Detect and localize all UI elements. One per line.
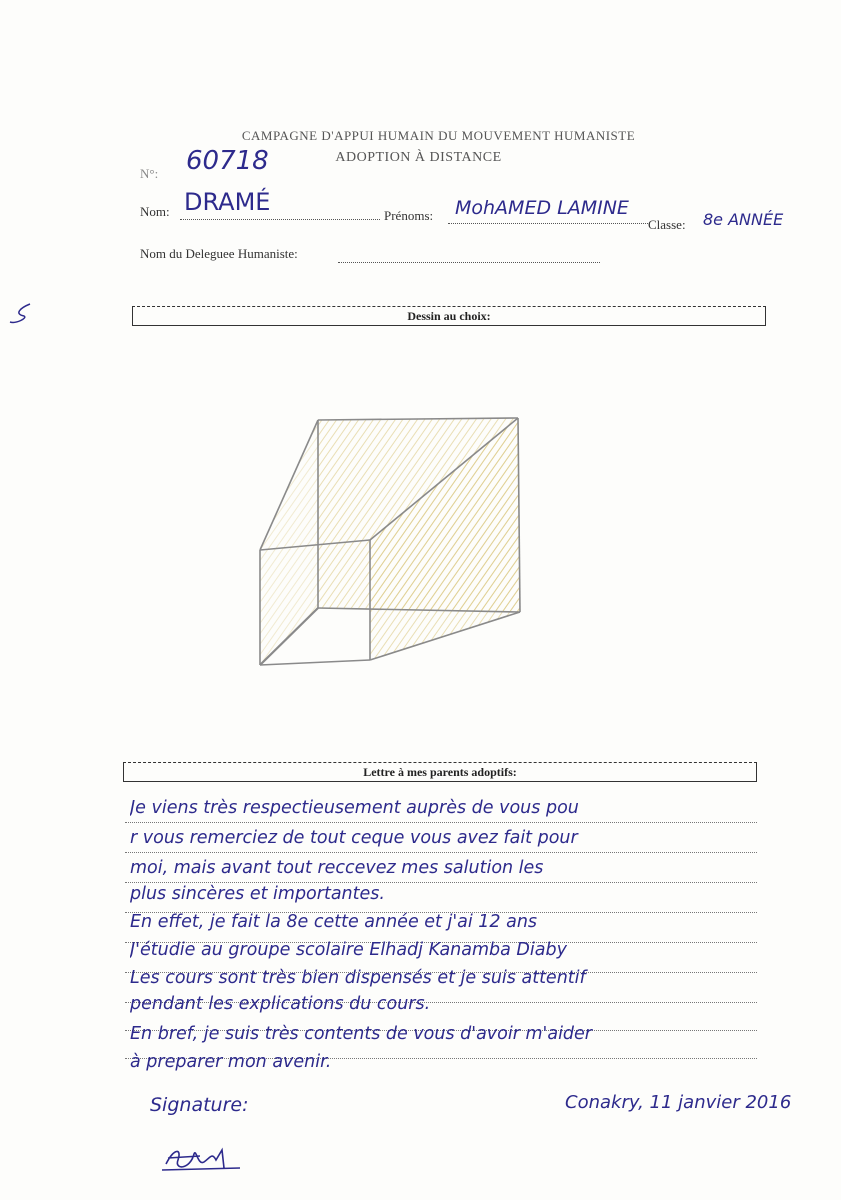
letter-line-9: En bref, je suis très contents de vous d'avoir m'aider	[130, 1024, 592, 1044]
letter-date: Conakry, 11 janvier 2016	[565, 1092, 792, 1113]
classe-value: 8e ANNÉE	[703, 210, 784, 229]
letter-line-1: Je viens très respectieusement auprès de vous pou	[130, 798, 579, 818]
adoption-subtitle: ADOPTION À DISTANCE	[335, 150, 502, 165]
letter-line-10: à preparer mon avenir.	[130, 1052, 332, 1072]
classe-label: Classe:	[648, 217, 686, 232]
letter-rule	[125, 852, 757, 853]
letter-section-title: Lettre à mes parents adoptifs:	[123, 762, 757, 782]
letter-line-8: pendant les explications du cours.	[130, 994, 431, 1014]
drawing-section-title: Dessin au choix:	[132, 306, 766, 326]
letter-line-6: J'étudie au groupe scolaire Elhadj Kanamba Diaby	[130, 940, 567, 960]
nom-value: DRAMÉ	[184, 188, 271, 216]
signature-mark	[160, 1140, 250, 1176]
prenoms-label: Prénoms:	[384, 208, 434, 223]
signature-label: Signature:	[150, 1094, 249, 1116]
nom-label: Nom:	[140, 204, 170, 219]
letter-line-3: moi, mais avant tout reccevez mes salution les	[130, 858, 544, 878]
letter-rule	[125, 822, 757, 823]
margin-scribble	[6, 300, 36, 330]
letter-line-2: r vous remerciez de tout ceque vous avez fait pour	[130, 828, 578, 848]
letter-line-5: En effet, je fait la 8e cette année et j'ai 12 ans	[130, 912, 538, 932]
campaign-title: CAMPAGNE D'APPUI HUMAIN DU MOUVEMENT HUMANISTE	[241, 128, 636, 143]
delegue-label: Nom du Deleguee Humaniste:	[140, 246, 298, 261]
letter-rule	[125, 882, 757, 883]
cube-left-face	[260, 420, 318, 665]
prenoms-dotted-line	[448, 223, 648, 224]
number-label: N°:	[140, 166, 159, 181]
prenoms-value: MohAMED LAMINE	[455, 197, 629, 219]
letter-line-7: Les cours sont très bien dispensés et je suis attentif	[130, 968, 586, 988]
number-value: 60718	[186, 146, 269, 176]
cube-drawing	[240, 400, 540, 680]
letter-line-4: plus sincères et importantes.	[130, 884, 385, 904]
nom-dotted-line	[180, 219, 380, 220]
delegue-dotted-line	[338, 262, 600, 263]
